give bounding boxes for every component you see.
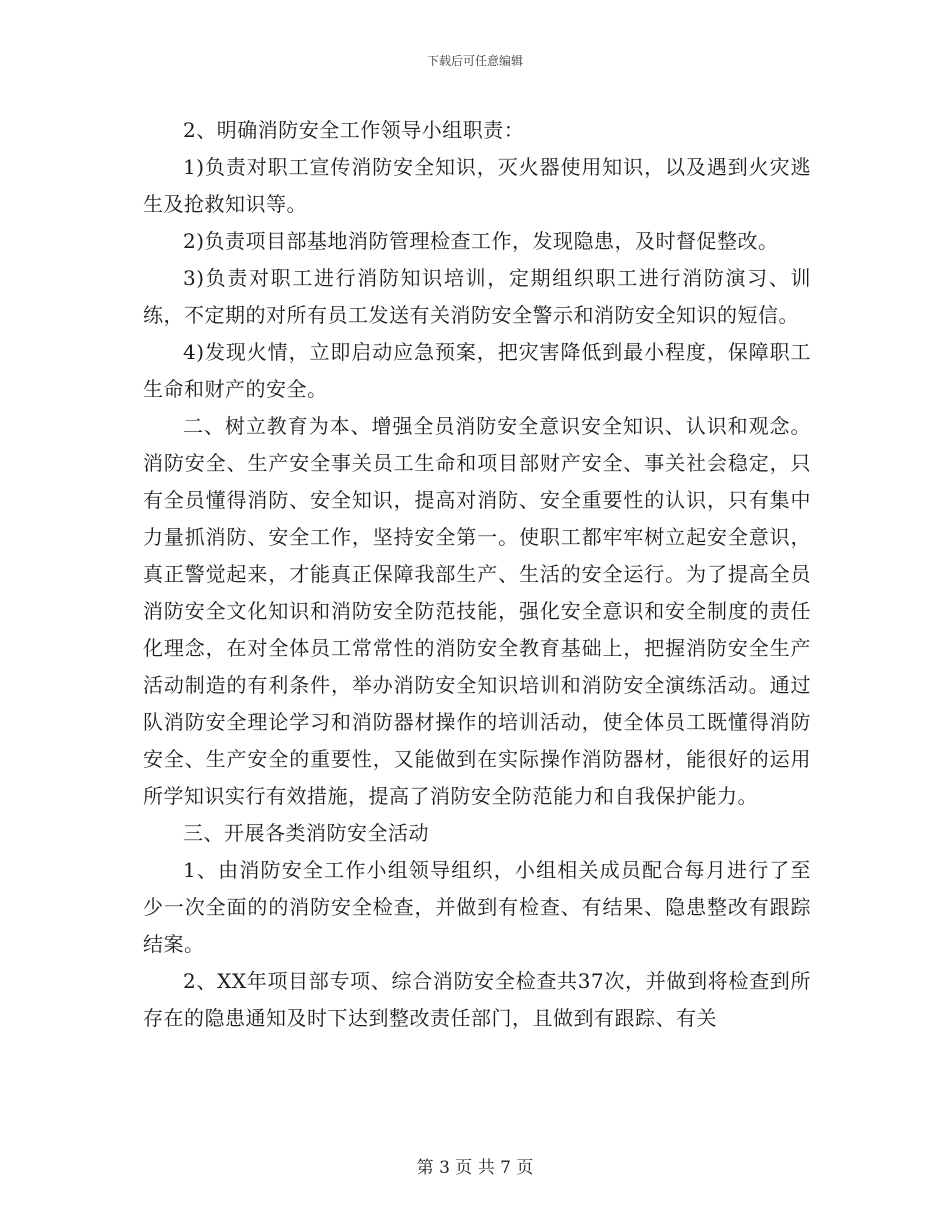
page-header: 下载后可任意编辑	[426, 54, 523, 68]
paragraph-activity-2: 2、XX年项目部专项、综合消防安全检查共37次，并做到将检查到所存在的隐患通知及时下达到整改责任部门，且做到有跟踪、有关	[143, 969, 811, 1030]
paragraph-activities-heading: 三、开展各类消防安全活动	[183, 821, 429, 845]
paragraph-education: 二、树立教育为本、增强全员消防安全意识安全知识、认识和观念。消防安全、生产安全事关员工生命和项目部财产安全、事关社会稳定，只有全员懂得消防、安全知识，提高对消防、安全重要性的认识，只有集中力量抓消防、安全工作，坚持安全第一。使职工都牢牢树立起安全意识，真正警觉起来，才能真正保障我部生产、生活的安全运行。为了提高全员消防安全文化知识和消防安全防范技能，强化安全意识和安全制度的责任化理念，在对全体员工常常性的消防安全教育基础上，把握消防安全生产活动制造的有利条件，举办消防安全知识培训和消防安全演练活动。通过队消防安全理论学习和消防器材操作的培训活动，使全体员工既懂得消防安全、生产安全的重要性，又能做到在实际操作消防器材，能很好的运用所学知识实行有效措施，提高了消防安全防范能力和自我保护能力。	[143, 414, 811, 808]
paragraph-duty-4: 4)发现火情，立即启动应急预案，把灾害降低到最小程度，保障职工生命和财产的安全。	[143, 340, 811, 401]
paragraph-duty-2: 2)负责项目部基地消防管理检查工作，发现隐患，及时督促整改。	[183, 229, 779, 253]
paragraph-activity-1: 1、由消防安全工作小组领导组织，小组相关成员配合每月进行了至少一次全面的的消防安全检查，并做到有检查、有结果、隐患整改有跟踪结案。	[143, 858, 811, 956]
paragraph-duty-3: 3)负责对职工进行消防知识培训，定期组织职工进行消防演习、训练，不定期的对所有员工发送有关消防安全警示和消防安全知识的短信。	[143, 266, 811, 327]
document-body	[143, 112, 811, 1037]
paragraph-section-2-heading: 2、明确消防安全工作领导小组职责：	[183, 118, 525, 142]
paragraph-duty-1: 1)负责对职工宣传消防安全知识，灭火器使用知识，以及遇到火灾逃生及抢救知识等。	[143, 155, 811, 216]
page-number: 第 3 页 共 7 页	[416, 1158, 534, 1178]
